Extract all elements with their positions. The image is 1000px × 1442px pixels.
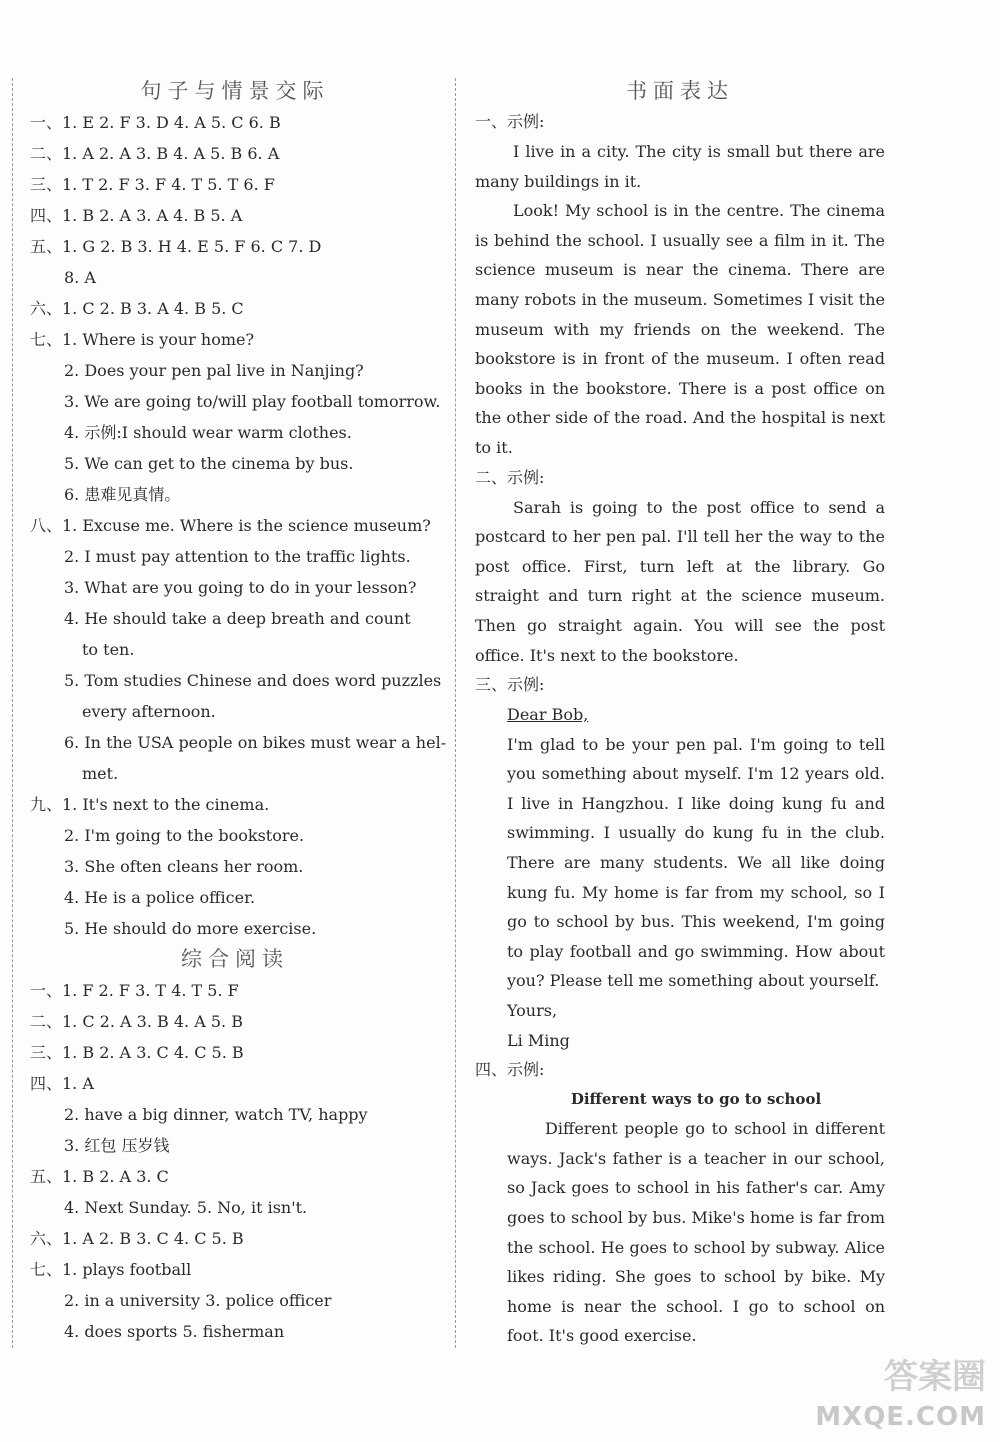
answer-line: 八、1. Excuse me. Where is the science museum? [30, 516, 431, 535]
writing-4-label: 四、示例: [475, 1060, 545, 1080]
answer-line: 二、1. A 2. A 3. B 4. A 5. B 6. A [30, 144, 280, 163]
answer-line: to ten. [82, 640, 135, 659]
writing-1-para-2: Look! My school is in the centre. The cinema is behind the school. I usually see a film in it. The science museum is near the cinema. There are many robots in the museum. Sometimes I visit the museum with my friends on the weekend. The bookstore is in front of the museum. I often read books in the bookstore. There is a post office on the other side of the road. And the hospital is next to it. [475, 201, 885, 457]
answer-line: 4. does sports 5. fisherman [64, 1322, 285, 1341]
answer-line: 六、1. A 2. B 3. C 4. C 5. B [30, 1229, 244, 1248]
answer-line: 七、1. plays football [30, 1260, 192, 1279]
writing-1-label: 一、示例: [475, 112, 545, 131]
answer-line: 七、1. Where is your home? [30, 330, 255, 349]
section-title-sentences: 句子与情景交际 [140, 79, 330, 103]
watermark-site: MXQE.COM [815, 1402, 986, 1432]
letter-greeting [475, 700, 885, 730]
answer-line: 4. 示例:I should wear warm clothes. [64, 423, 352, 442]
answer-line: 4. Next Sunday. 5. No, it isn't. [64, 1198, 308, 1217]
answer-line: 五、1. G 2. B 3. H 4. E 5. F 6. C 7. D [30, 237, 322, 256]
answer-line: 四、1. B 2. A 3. A 4. B 5. A [30, 206, 243, 225]
answer-line: 二、1. C 2. A 3. B 4. A 5. B [30, 1012, 243, 1031]
answer-line: 一、1. F 2. F 3. T 4. T 5. F [30, 981, 239, 1000]
answer-list-reading [30, 975, 440, 1347]
answer-line: 2. in a university 3. police officer [64, 1291, 332, 1310]
left-column [30, 76, 447, 1347]
answer-line: 四、1. A [30, 1074, 94, 1093]
answer-line: 5. He should do more exercise. [64, 919, 317, 938]
letter-closing: Yours, [507, 1001, 558, 1021]
answer-list-sentences [30, 107, 447, 944]
answer-line: 4. He should take a deep breath and count [64, 609, 411, 628]
answer-line: met. [82, 764, 119, 783]
watermark-logo: 答案圈 [884, 1357, 986, 1397]
answer-line: 6. 患难见真情。 [64, 485, 181, 504]
answer-line: 2. I must pay attention to the traffic lights. [64, 547, 411, 566]
letter-body: I'm glad to be your pen pal. I'm going to tell you something about myself. I'm 12 years old. I live in Hangzhou. I like doing kung fu and swimming. I usually do kung fu in the club. There are many students. We all like doing kung fu. My home is far from my school, so I go to school by bus. This weekend, I'm going to play football and go swimming. How about you? Please tell me something about yourself. [507, 734, 885, 991]
section-title-writing: 书面表达 [626, 79, 734, 103]
answer-line: 3. What are you going to do in your lesson? [64, 578, 417, 597]
center-dashed-divider [455, 78, 456, 1348]
section-title-reading: 综合阅读 [181, 947, 289, 971]
writing-1-para-1: I live in a city. The city is small but there are many buildings in it. [475, 142, 885, 191]
answer-line: 六、1. C 2. B 3. A 4. B 5. C [30, 299, 244, 318]
left-dashed-border [12, 78, 13, 1348]
right-column [475, 76, 885, 1351]
answer-line: 三、1. B 2. A 3. C 4. C 5. B [30, 1043, 244, 1062]
answer-line: every afternoon. [82, 702, 216, 721]
essay-title: Different ways to go to school [570, 1090, 822, 1109]
answer-line: 4. He is a police officer. [64, 888, 256, 907]
writing-3-label: 三、示例: [475, 675, 545, 695]
answer-line: 九、1. It's next to the cinema. [30, 795, 270, 814]
answer-line: 3. She often cleans her room. [64, 857, 304, 876]
writing-2-para-1: Sarah is going to the post office to send a postcard to her pen pal. I'll tell her the way to the post office. First, turn left at the library. Go straight and turn right at the science museum. Then go straight again. You will see the post office. It's next to the bookstore. [475, 497, 885, 665]
answer-line: 五、1. B 2. A 3. C [30, 1167, 169, 1186]
answer-line: 8. A [64, 268, 96, 287]
letter-signature: Li Ming [507, 1030, 570, 1050]
answer-line: 2. Does your pen pal live in Nanjing? [64, 361, 364, 380]
answer-line: 3. We are going to/will play football tomorrow. [64, 392, 441, 411]
answer-line: 6. In the USA people on bikes must wear a hel- [64, 733, 447, 752]
essay-para-1: Different people go to school in different ways. Jack's father is a teacher in our school, so Jack goes to school in his father's car. Amy goes to school by bus. Mike's home is far from the school. He goes to school by subway. Alice likes riding. She goes to school by bike. My home is near the school. I go to school on foot. It's good exercise. [507, 1119, 885, 1346]
answer-line: 2. have a big dinner, watch TV, happy [64, 1105, 368, 1124]
answer-line: 一、1. E 2. F 3. D 4. A 5. C 6. B [30, 113, 281, 132]
answer-line: 2. I'm going to the bookstore. [64, 826, 305, 845]
answer-line: 3. 红包 压岁钱 [64, 1136, 170, 1155]
answer-line: 5. Tom studies Chinese and does word puzzles [64, 671, 442, 690]
letter-greeting-text: Dear Bob, [507, 705, 589, 725]
answer-line: 5. We can get to the cinema by bus. [64, 454, 354, 473]
writing-2-label: 二、示例: [475, 467, 545, 487]
answer-line: 三、1. T 2. F 3. F 4. T 5. T 6. F [30, 175, 275, 194]
